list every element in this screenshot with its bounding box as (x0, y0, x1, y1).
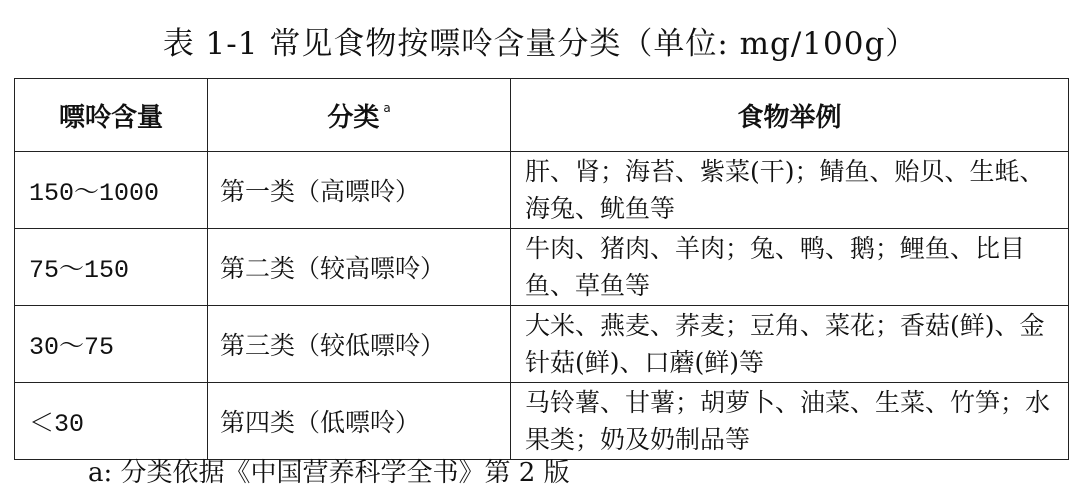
purine-amount-cell: 75～150 (15, 229, 208, 306)
category-cell: 第二类（较高嘌呤） (208, 229, 511, 306)
footnote: a: 分类依据《中国营养科学全书》第 2 版 (88, 458, 570, 488)
table-row (15, 383, 1069, 460)
food-examples-cell: 牛肉、猪肉、羊肉；兔、鸭、鹅；鲤鱼、比目鱼、草鱼等 (511, 229, 1069, 306)
purine-amount-cell: 30～75 (15, 306, 208, 383)
footnote-mark: a (383, 100, 391, 115)
header-category-label: 分类 (327, 102, 380, 133)
table-header-row (15, 79, 1069, 152)
purine-amount-cell: 150～1000 (15, 152, 208, 229)
table-title: 表 1-1 常见食物按嘌呤含量分类（单位: mg/100g） (162, 26, 918, 62)
table-row (15, 229, 1069, 306)
table-row (15, 152, 1069, 229)
purine-table (14, 78, 1069, 460)
category-cell: 第一类（高嘌呤） (208, 152, 511, 229)
header-food-examples: 食物举例 (511, 79, 1069, 152)
food-examples-cell: 肝、肾；海苔、紫菜(干)；鲭鱼、贻贝、生蚝、海兔、鱿鱼等 (511, 152, 1069, 229)
table-row (15, 306, 1069, 383)
food-examples-cell: 马铃薯、甘薯；胡萝卜、油菜、生菜、竹笋；水果类；奶及奶制品等 (511, 383, 1069, 460)
purine-amount-cell: ＜30 (15, 383, 208, 460)
food-examples-cell: 大米、燕麦、荞麦；豆角、菜花；香菇(鲜)、金针菇(鲜)、口蘑(鲜)等 (511, 306, 1069, 383)
header-purine-amount: 嘌呤含量 (15, 79, 208, 152)
category-cell: 第三类（较低嘌呤） (208, 306, 511, 383)
category-cell: 第四类（低嘌呤） (208, 383, 511, 460)
header-category (208, 79, 511, 152)
